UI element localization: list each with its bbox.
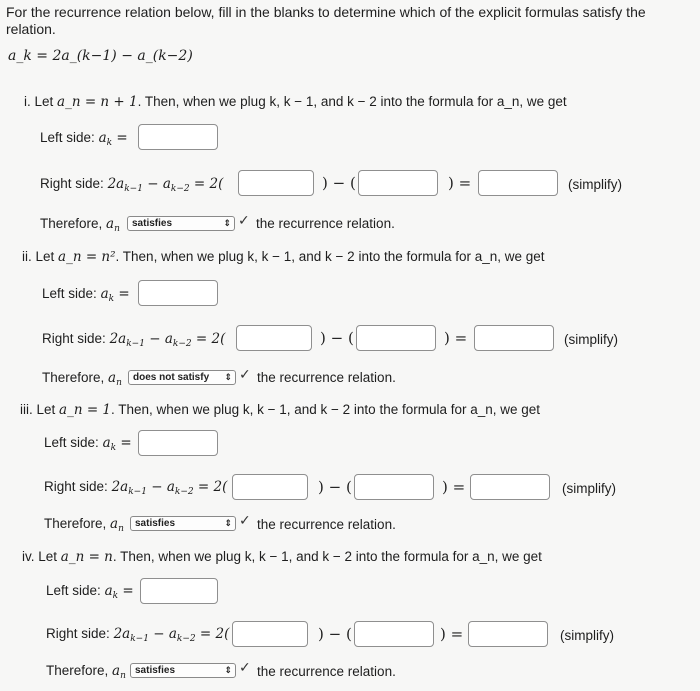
problem-intro: For the recurrence relation below, fill in the blanks to determine which of the explicit formulas satisfy the relation.	[6, 4, 646, 37]
recurrence-relation: a_k = 2a_(k−1) − a_(k−2)	[8, 48, 193, 64]
part-iv-therefore: Therefore, $a_n$	[46, 663, 126, 681]
part-iv-right-side-label: Right side: $2a_{k-1} - a_{k-2} = 2$(	[46, 626, 230, 644]
part-iii-statement: iii. Let a_n = 1. Then, when we plug k, k − 1, and k − 2 into the formula for a_n, we get	[20, 402, 541, 418]
part-ii-simplify-input[interactable]	[474, 325, 554, 351]
part-ii-right-second-input[interactable]	[356, 325, 436, 351]
part-ii-right-first-input[interactable]	[236, 325, 312, 351]
part-i-simplify-label: (simplify)	[568, 177, 622, 192]
part-iii-therefore: Therefore, $a_n$	[44, 516, 124, 534]
part-iv-right-first-input[interactable]	[232, 621, 308, 647]
part-iii-simplify-input[interactable]	[470, 474, 550, 500]
part-i-right-second-input[interactable]	[358, 170, 438, 196]
part-ii-dropdown[interactable]: does not satisfy ⇕	[128, 370, 236, 385]
part-ii-right-side-label: Right side: $2a_{k-1} - a_{k-2} = 2$(	[42, 331, 226, 349]
part-iii-simplify-label: (simplify)	[562, 481, 616, 496]
chevron-updown-icon: ⇕	[224, 665, 232, 675]
checkmark-icon: ✓	[239, 366, 251, 382]
part-ii-left-side-input[interactable]	[138, 280, 218, 306]
part-iii-right-second-input[interactable]	[354, 474, 434, 500]
part-iii-right-side-label: Right side: $2a_{k-1} - a_{k-2} = 2$(	[44, 479, 228, 497]
part-ii-left-side-label: Left side: $a_k$ =	[42, 286, 130, 304]
part-i-left-side-input[interactable]	[138, 124, 218, 150]
part-iv-left-side-label: Left side: $a_k$ =	[46, 583, 134, 601]
part-i-right-first-input[interactable]	[238, 170, 314, 196]
part-iv-statement: iv. Let a_n = n. Then, when we plug k, k − 1, and k − 2 into the formula for a_n, we get	[22, 549, 542, 565]
chevron-updown-icon: ⇕	[223, 218, 231, 228]
part-iv-dropdown[interactable]: satisfies ⇕	[130, 663, 236, 678]
part-iii-right-first-input[interactable]	[232, 474, 308, 500]
part-i-left-side-label: Left side: $a_k$ =	[40, 130, 128, 148]
part-ii-statement: ii. Let a_n = n². Then, when we plug k, k − 1, and k − 2 into the formula for a_n, we get	[22, 249, 545, 265]
part-i-statement: i. Let a_n = n + 1. Then, when we plug k, k − 1, and k − 2 into the formula for a_n, we get	[24, 94, 567, 110]
part-iv-right-second-input[interactable]	[354, 621, 434, 647]
part-i-right-side-label: Right side: $2a_{k-1} - a_{k-2} = 2$(	[40, 176, 224, 194]
part-ii-therefore: Therefore, $a_n$	[42, 370, 122, 388]
checkmark-icon: ✓	[239, 659, 251, 675]
chevron-updown-icon: ⇕	[224, 518, 232, 528]
part-i-simplify-input[interactable]	[478, 170, 558, 196]
part-iv-left-side-input[interactable]	[140, 578, 218, 604]
part-iii-left-side-input[interactable]	[138, 430, 218, 456]
part-iii-dropdown[interactable]: satisfies ⇕	[130, 516, 236, 531]
chevron-updown-icon: ⇕	[224, 372, 232, 382]
checkmark-icon: ✓	[239, 512, 251, 528]
part-iv-simplify-input[interactable]	[468, 621, 548, 647]
part-iii-left-side-label: Left side: $a_k$ =	[44, 435, 132, 453]
part-i-dropdown[interactable]: satisfies ⇕	[127, 216, 235, 231]
part-i-therefore: Therefore, $a_n$	[40, 216, 120, 234]
part-ii-simplify-label: (simplify)	[564, 332, 618, 347]
checkmark-icon: ✓	[238, 212, 250, 228]
part-iv-simplify-label: (simplify)	[560, 628, 614, 643]
